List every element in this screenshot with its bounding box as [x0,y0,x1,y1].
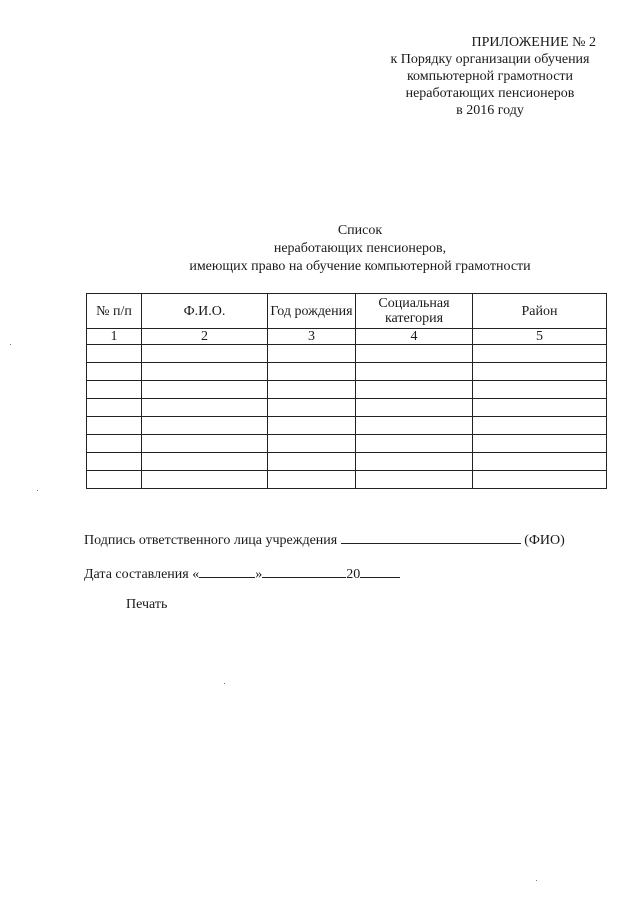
table-row [87,381,607,399]
table-cell[interactable] [356,363,473,381]
date-month-blank[interactable] [262,563,346,578]
table-cell[interactable] [268,363,356,381]
table-cell[interactable] [268,453,356,471]
scan-speck [536,880,537,881]
annex-header [380,34,600,119]
annex-line: к Порядку организации обучения [390,52,590,67]
table-row [87,345,607,363]
table-cell[interactable] [87,453,142,471]
header-full-name: Ф.И.О. [142,294,268,329]
table-row [87,471,607,489]
table-cell[interactable] [268,381,356,399]
date-year-prefix: 20 [346,567,361,582]
table-cell[interactable] [356,417,473,435]
pensioners-table [86,293,607,489]
signature-label: Подпись ответственного лица учреждения [84,533,338,548]
table-row [87,435,607,453]
header-social-category: Социальная категория [356,294,473,329]
annex-line: в 2016 году [456,103,524,118]
table-header-row [87,294,607,329]
signature-line [84,529,565,549]
table-cell[interactable] [473,381,607,399]
signature-fio: (ФИО) [524,533,565,548]
table-cell[interactable] [473,435,607,453]
table-cell[interactable] [473,417,607,435]
table-cell[interactable] [356,471,473,489]
list-title [140,222,580,276]
stamp-label: Печать [126,597,168,612]
column-number: 3 [268,329,356,345]
header-number: № п/п [87,294,142,329]
table-cell[interactable] [473,453,607,471]
column-number: 4 [356,329,473,345]
list-subtitle-line2: имеющих право на обучение компьютерной грамотности [189,259,531,274]
table-cell[interactable] [268,417,356,435]
table-cell[interactable] [473,345,607,363]
table-cell[interactable] [268,471,356,489]
column-number: 5 [473,329,607,345]
table-cell[interactable] [87,345,142,363]
column-number: 1 [87,329,142,345]
column-number-row [87,329,607,345]
list-subtitle-line1: неработающих пенсионеров, [273,241,447,256]
table-cell[interactable] [87,363,142,381]
annex-line: компьютерной грамотности [406,69,574,84]
table-row [87,399,607,417]
table-cell[interactable] [142,345,268,363]
scan-speck [10,344,11,345]
date-day-blank[interactable] [199,563,255,578]
table-cell[interactable] [356,435,473,453]
table-cell[interactable] [142,453,268,471]
table-cell[interactable] [142,363,268,381]
list-heading: Список [337,223,383,238]
table-cell[interactable] [142,381,268,399]
table-cell[interactable] [142,435,268,453]
table-cell[interactable] [473,471,607,489]
table-cell[interactable] [142,471,268,489]
table-row [87,417,607,435]
column-number: 2 [142,329,268,345]
table-cell[interactable] [356,399,473,417]
scan-speck [224,683,225,684]
table-cell[interactable] [356,453,473,471]
table-cell[interactable] [473,399,607,417]
annex-line: неработающих пенсионеров [405,86,575,101]
table-cell[interactable] [142,399,268,417]
scan-speck [37,490,38,491]
table-row [87,363,607,381]
header-birth-year: Год рождения [268,294,356,329]
annex-title: ПРИЛОЖЕНИЕ № 2 [471,35,596,50]
table-cell[interactable] [356,345,473,363]
table-cell[interactable] [268,345,356,363]
table-cell[interactable] [87,381,142,399]
table-cell[interactable] [87,399,142,417]
table-cell[interactable] [268,399,356,417]
table-cell[interactable] [87,471,142,489]
signature-blank[interactable] [341,529,521,544]
table-cell[interactable] [142,417,268,435]
table-cell[interactable] [268,435,356,453]
table-cell[interactable] [473,363,607,381]
date-year-blank[interactable] [360,563,400,578]
date-close-quote: » [255,567,263,582]
date-line [84,563,400,583]
table-cell[interactable] [356,381,473,399]
table-cell[interactable] [87,417,142,435]
header-district: Район [473,294,607,329]
table-cell[interactable] [87,435,142,453]
table-row [87,453,607,471]
date-label: Дата составления « [84,567,200,582]
